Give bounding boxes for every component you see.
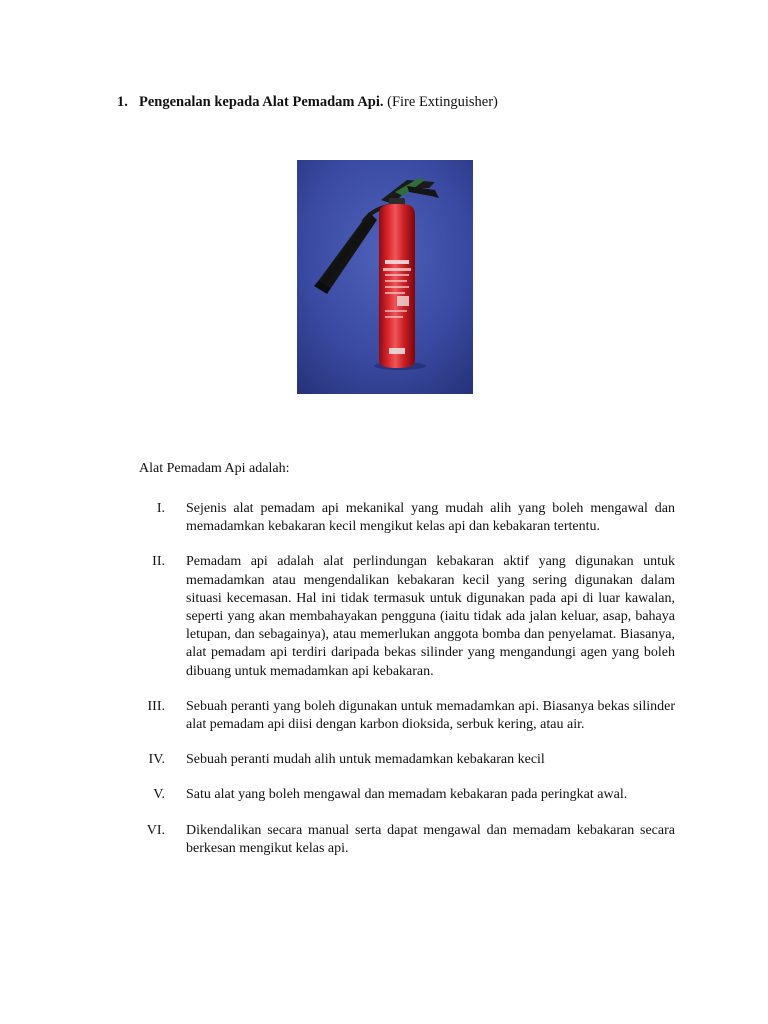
section-heading [117, 93, 498, 111]
list-marker: VI. [146, 822, 165, 838]
list-item [139, 751, 675, 769]
heading-number: 1. [117, 94, 128, 110]
list-item-text: Dikendalikan secara manual serta dapat mengawal dan memadam kebakaran secara berkesan mengikut kelas api. [186, 822, 675, 856]
heading-subtitle: (Fire Extinguisher) [387, 94, 498, 110]
fire-extinguisher-photo [297, 160, 473, 394]
list-item [139, 822, 675, 858]
heading-title: Pengenalan kepada Alat Pemadam Api. [139, 94, 384, 110]
list-marker: V. [153, 787, 165, 803]
list-item [139, 786, 675, 804]
definition-list [139, 500, 675, 858]
list-item [139, 698, 675, 734]
list-marker: II. [152, 554, 165, 570]
list-item-text: Sejenis alat pemadam api mekanikal yang mudah alih yang boleh mengawal dan memadamkan kebakaran kecil mengikut kelas api dan kebakaran tertentu. [186, 501, 675, 535]
list-marker: I. [156, 501, 165, 516]
list-item-text: Sebuah peranti yang boleh digunakan untuk memadamkan api. Biasanya bekas silinder alat pemadam api diisi dengan karbon dioksida, serbuk kering, atau air. [186, 698, 675, 733]
list-item-text: Satu alat yang boleh mengawal dan memadam kebakaran pada peringkat awal. [186, 787, 628, 803]
list-marker: IV. [148, 752, 165, 768]
intro-text: Alat Pemadam Api adalah: [139, 461, 290, 476]
list-item [139, 553, 675, 680]
list-item [139, 500, 675, 536]
list-marker: III. [147, 698, 165, 714]
list-item-text: Sebuah peranti mudah alih untuk memadamkan kebakaran kecil [186, 752, 545, 768]
list-item-text: Pemadam api adalah alat perlindungan kebakaran aktif yang digunakan untuk memadamkan atau mengendalikan kebakaran kecil yang sering digunakan dalam situasi kecemasan. Hal ini tidak termasuk untuk digunakan pada api di luar kawalan, seperti yang akan membahayakan pengguna (iaitu tidak ada jalan keluar, asap, bahaya letupan, dan sebagainya), atau memerlukan anggota bomba dan penyelamat. Biasanya, alat pemadam api terdiri daripada bekas silinder yang mengandungi agen yang boleh dibuang untuk memadamkan api kebakaran. [186, 554, 675, 679]
